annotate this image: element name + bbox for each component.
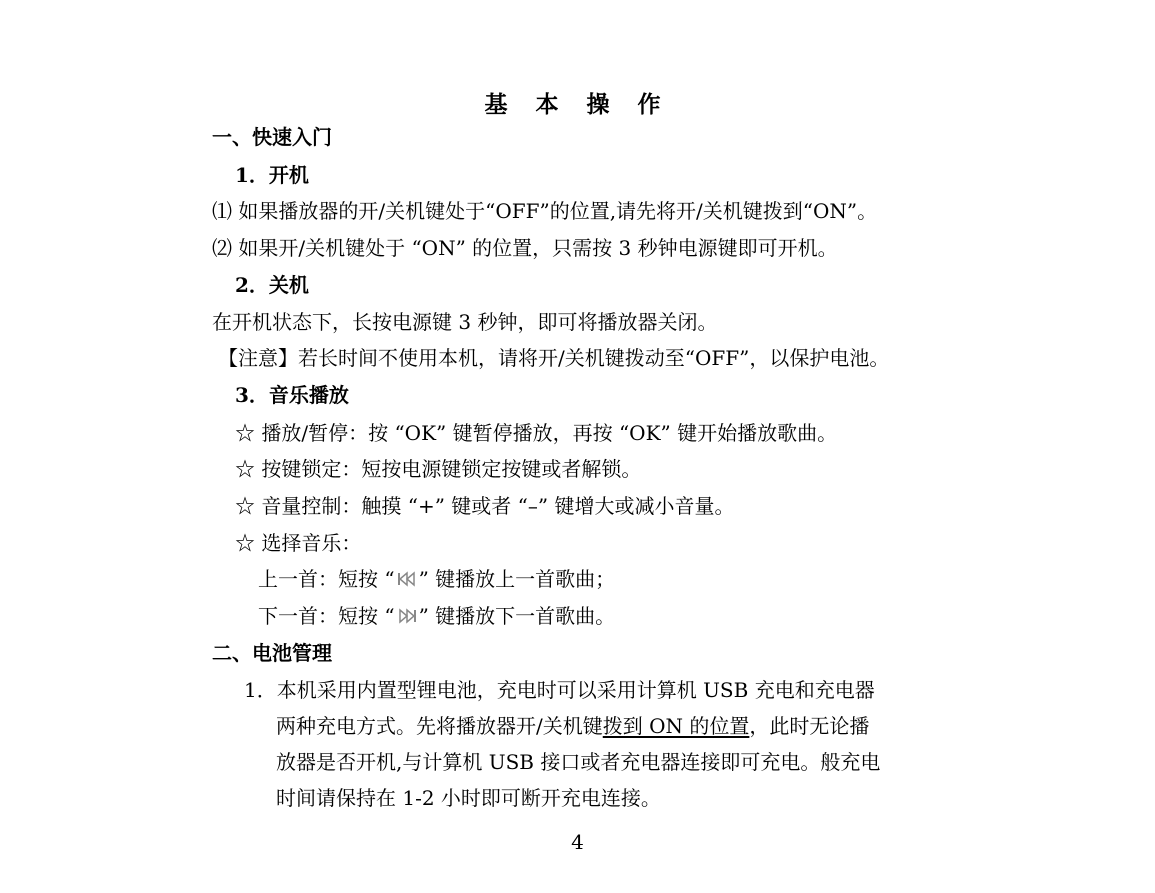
power-off-heading: 2．关机 [235, 273, 309, 297]
battery-para-line-1: 1．本机采用内置型锂电池，充电时可以采用计算机 USB 充电和充电器 [244, 678, 875, 702]
battery-para-line-2 [276, 713, 869, 739]
music-select: ☆ 选择音乐： [235, 531, 362, 555]
battery-para-line-4: 时间请保持在 1-2 小时即可断开充电连接。 [276, 786, 661, 810]
section2-heading: 二、电池管理 [212, 641, 332, 665]
next-text-before: 下一首：短按 “ [258, 604, 395, 628]
power-off-text: 在开机状态下，长按电源键 3 秒钟，即可将播放器关闭。 [212, 310, 718, 334]
prev-text-before: 上一首：短按 “ [258, 567, 395, 591]
music-prev-line [258, 566, 615, 592]
next-text-after: ” 键播放下一首歌曲。 [418, 604, 616, 628]
previous-track-icon [396, 570, 418, 588]
music-heading: 3．音乐播放 [235, 383, 349, 407]
power-on-item-2: ⑵ 如果开/关机键处于 “ON” 的位置，只需按 3 秒钟电源键即可开机。 [212, 236, 838, 260]
power-off-note: 【注意】若长时间不使用本机，请将开/关机键拨动至“OFF”，以保护电池。 [218, 346, 890, 370]
music-key-lock: ☆ 按键锁定：短按电源键锁定按键或者解锁。 [235, 457, 642, 481]
power-on-item-1: ⑴ 如果播放器的开/关机键处于“OFF”的位置,请先将开/关机键拨到“ON”。 [212, 199, 878, 223]
music-play-pause: ☆ 播放/暂停：按 “OK” 键暂停播放，再按 “OK” 键开始播放歌曲。 [235, 421, 838, 445]
music-next-line [258, 603, 615, 629]
music-volume: ☆ 音量控制：触摸 “+” 键或者 “–” 键增大或减小音量。 [235, 494, 735, 518]
power-on-heading: 1．开机 [235, 163, 309, 187]
section1-heading: 一、快速入门 [212, 125, 332, 149]
battery-para-line-3: 放器是否开机,与计算机 USB 接口或者充电器连接即可充电。般充电 [276, 750, 881, 774]
battery-line-2-underlined: 拨到 ON 的位置 [602, 714, 750, 738]
prev-text-after: ” 键播放上一首歌曲； [418, 567, 616, 591]
page-number: 4 [571, 830, 584, 854]
battery-line-2-part-a: 两种充电方式。先将播放器开/关机键 [276, 714, 603, 738]
battery-line-2-part-b: ，此时无论播 [749, 714, 870, 738]
page-title: 基 本 操 作 [484, 91, 671, 118]
next-track-icon [396, 607, 418, 625]
